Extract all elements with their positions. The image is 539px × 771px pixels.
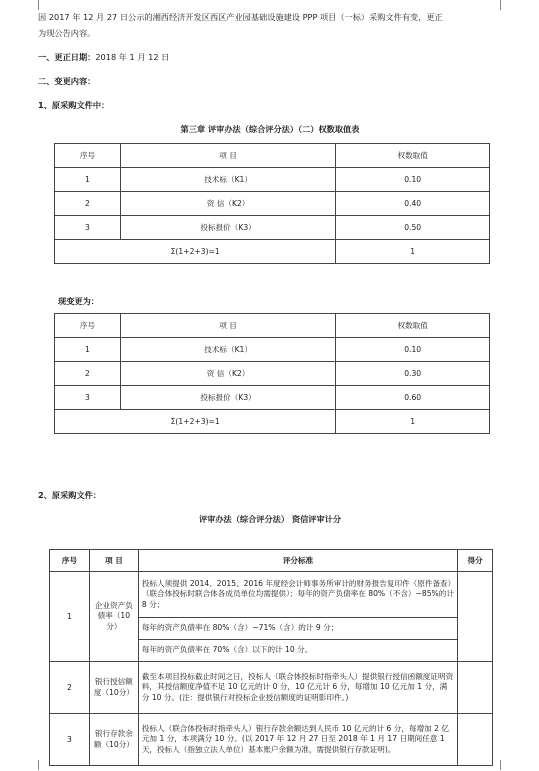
header-item: 项 目: [120, 144, 336, 168]
table-row: [55, 338, 490, 362]
sum-value: 1: [336, 410, 490, 434]
row-criteria: 每年的资产负债率在 70%（含）以下的计 10 分。: [138, 640, 457, 662]
table-header-row: [55, 144, 490, 168]
sum-formula: Σ(1+2+3)=1: [55, 240, 336, 264]
sum-value: 1: [336, 240, 490, 264]
row-weight: 0.30: [336, 362, 490, 386]
row-item: 投标报价（K3）: [120, 386, 336, 410]
table-header-row: [50, 550, 493, 572]
row-criteria: 投标人须提供 2014、2015、2016 年度经会计师事务所审计的财务报告复印件（原件备查）（联合体投标时联合体各成员单位均需提供）；每年的资产负债率在 80%（不含）~85%的计 8 分；: [138, 572, 457, 618]
table3-title: 评审办法（综合评分法） 资信评审计分: [198, 514, 342, 524]
table-sum-row: [55, 240, 490, 264]
header-no: 序号: [55, 144, 121, 168]
page-corner-top-right: [500, 0, 511, 10]
sum-formula: Σ(1+2+3)=1: [55, 410, 336, 434]
change-heading: 二、变更内容：: [38, 76, 96, 86]
table-header-row: [55, 314, 490, 338]
row-weight: 0.10: [336, 338, 490, 362]
row-item: 企业资产负债率（10分）: [89, 572, 138, 662]
header-no: 序号: [55, 314, 121, 338]
correction-date-label: 一、更正日期：: [38, 52, 96, 62]
table-row: [55, 192, 490, 216]
row-no: 2: [55, 192, 121, 216]
row-weight: 0.40: [336, 192, 490, 216]
row-criteria: 每年的资产负债率在 80%（含）~71%（含）的计 9 分；: [138, 618, 457, 640]
header-no: 序号: [50, 550, 90, 572]
page-corner-top-left: [28, 0, 39, 10]
table-row: [50, 714, 493, 766]
correction-date-value: 2018 年 1 月 12 日: [95, 52, 170, 62]
row-no: 3: [55, 386, 121, 410]
page-corner-bottom-right: [500, 760, 511, 770]
row-item: 投标报价（K3）: [120, 216, 336, 240]
row-no: 1: [55, 168, 121, 192]
credit-scoring-table: [49, 549, 493, 766]
table-row: [50, 662, 493, 714]
header-weight: 权数取值: [336, 314, 490, 338]
now-changed-label: 现变更为：: [58, 296, 99, 306]
header-score: 得分: [458, 550, 493, 572]
row-item: 技术标（K1）: [120, 168, 336, 192]
row-item: 技术标（K1）: [120, 338, 336, 362]
row-score: [458, 572, 493, 662]
row-weight: 0.50: [336, 216, 490, 240]
table-row: [55, 216, 490, 240]
table-sum-row: [55, 410, 490, 434]
weight-table-original: [54, 143, 490, 264]
correction-date: [38, 52, 169, 63]
row-score: [458, 662, 493, 714]
header-weight: 权数取值: [336, 144, 490, 168]
row-criteria: 截至本项目投标截止时间之日，投标人（联合体投标时指牵头人）提供银行授信函额度证明资料，其授信额度净值不足 10 亿元的计 0 分，10 亿元计 6 分，每增加 10 亿元加 1 分，满分 10 分。(注：提供银行对投标企业授信额度的证明影印件。): [138, 662, 457, 714]
row-no: 1: [55, 338, 121, 362]
table-row: [50, 572, 493, 618]
row-no: 2: [50, 662, 90, 714]
table-row: [55, 362, 490, 386]
row-score: [458, 714, 493, 766]
header-item: 项 目: [120, 314, 336, 338]
weight-table-changed: [54, 313, 490, 434]
item2-heading: 2、原采购文件：: [38, 490, 102, 500]
row-item: 银行授信额度（10分）: [89, 662, 138, 714]
header-item: 项 目: [89, 550, 138, 572]
table1-title: 第三章 评审办法（综合评分法）（二）权数取值表: [180, 124, 360, 134]
row-item: 资 信（K2）: [120, 362, 336, 386]
page-corner-bottom-left: [28, 760, 39, 770]
intro-line-1: 因 2017 年 12 月 27 日公示的湘西经济开发区西区产业园基础设施建设 PPP 项目（一标）采购文件有变，更正: [38, 12, 443, 22]
table-row: [55, 168, 490, 192]
row-weight: 0.60: [336, 386, 490, 410]
table-row: [55, 386, 490, 410]
row-no: 3: [55, 216, 121, 240]
row-item: 资 信（K2）: [120, 192, 336, 216]
row-criteria: 投标人（联合体投标时指牵头人）银行存款余额达到人民币 10 亿元的计 6 分，每增加 2 亿元加 1 分，本项满分 10 分。(以 2017 年 12 月 27 日至 2018 年 1 月 17 日期间任意 1 天，投标人（指独立法人单位）基本账户余额为准，需提供银行存款证明)。: [138, 714, 457, 766]
row-item: 银行存款余额（10分）: [89, 714, 138, 766]
row-no: 3: [50, 714, 90, 766]
row-weight: 0.10: [336, 168, 490, 192]
header-criteria: 评分标准: [138, 550, 457, 572]
row-no: 1: [50, 572, 90, 662]
row-no: 2: [55, 362, 121, 386]
item1-heading: 1、原采购文件中：: [38, 100, 110, 110]
intro-line-2: 为现公告内容。: [38, 28, 96, 38]
